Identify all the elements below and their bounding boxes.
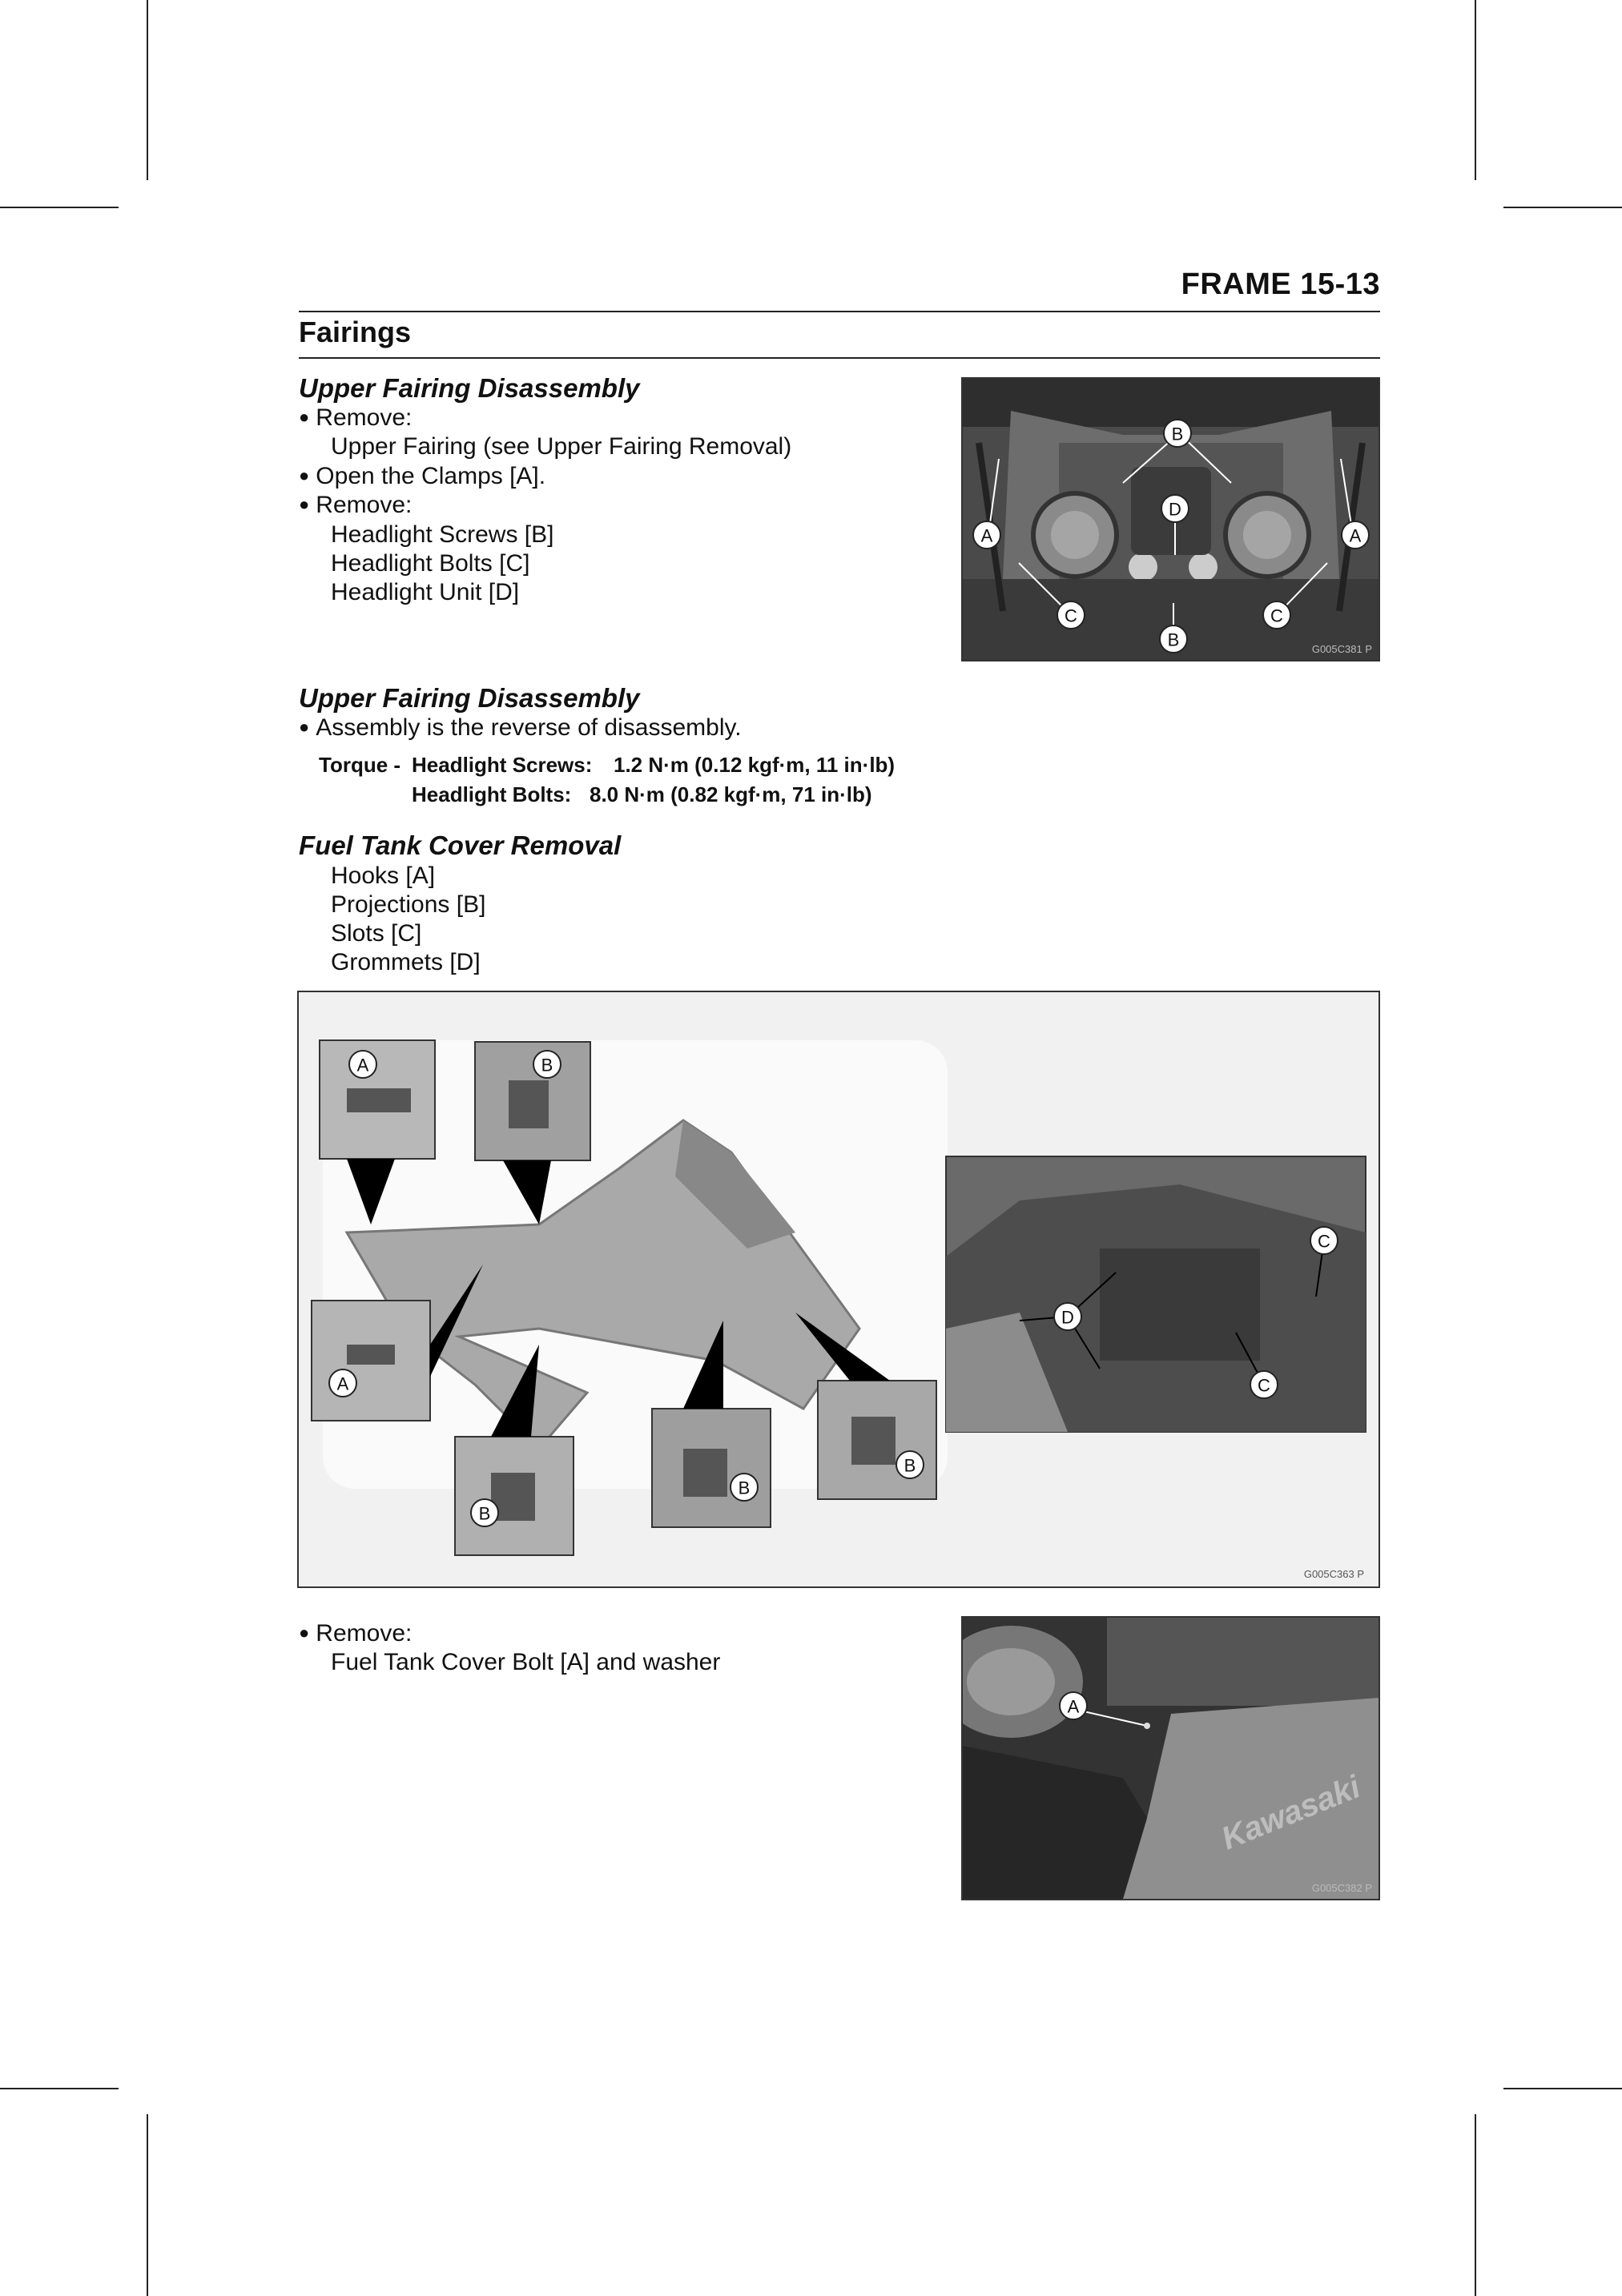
sec1-heading: Upper Fairing Disassembly: [299, 373, 640, 403]
section-rule: [299, 357, 1380, 359]
torque-value: 1.2 N·m (0.12 kgf·m, 11 in·lb): [614, 753, 896, 777]
torque-value: 8.0 N·m (0.82 kgf·m, 71 in·lb): [590, 782, 872, 806]
crop-mark: [1475, 2114, 1476, 2296]
callout-label: C: [1270, 605, 1283, 626]
sec3-line: Projections [B]: [331, 891, 486, 918]
sec4-line: ● Remove:: [299, 1619, 412, 1650]
figure-code: G005C381 P: [1311, 643, 1372, 655]
sec4-line: Fuel Tank Cover Bolt [A] and washer: [331, 1649, 721, 1675]
figure-code: G005C363 P: [1303, 1568, 1364, 1580]
brand-logo-text: Kawasaki: [1216, 1769, 1366, 1857]
callout-label: B: [904, 1455, 916, 1476]
crop-mark: [147, 2114, 148, 2296]
crop-mark: [147, 0, 148, 180]
sec1-line: ● Open the Clamps [A].: [299, 462, 545, 493]
section-title: Fairings: [299, 316, 412, 348]
figure-code: G005C382 P: [1311, 1882, 1372, 1894]
fuel-tank-bolt-photo: [961, 1616, 1380, 1900]
sec2-heading: Upper Fairing Disassembly: [299, 683, 640, 713]
torque-name: Headlight Screws:: [412, 753, 593, 777]
callout-label: B: [1167, 629, 1180, 650]
callout-label: D: [1169, 499, 1181, 520]
sec3-line: Grommets [D]: [331, 949, 481, 975]
crop-mark: [1503, 207, 1622, 208]
header-rule: [299, 311, 1380, 312]
sec1-line: Headlight Screws [B]: [331, 521, 554, 548]
sec1-line: Headlight Unit [D]: [331, 579, 520, 605]
crop-mark: [0, 207, 119, 208]
callout-label: A: [1067, 1696, 1080, 1717]
sec2-line: ● Assembly is the reverse of disassembly.: [299, 714, 742, 744]
sec3-heading: Fuel Tank Cover Removal: [299, 830, 622, 860]
crop-mark: [1475, 0, 1476, 180]
callout-label: A: [336, 1373, 349, 1394]
callout-label: A: [980, 525, 993, 546]
callout-label: A: [1349, 525, 1362, 546]
callout-label: B: [541, 1055, 553, 1076]
sec1-line: ● Remove:: [299, 491, 412, 521]
crop-mark: [1503, 2088, 1622, 2089]
callout-label: B: [738, 1478, 751, 1498]
sec3-line: Hooks [A]: [331, 863, 436, 889]
callout-label: C: [1258, 1375, 1270, 1396]
page-header-frame: FRAME 15-13: [1181, 267, 1380, 301]
sec3-line: Slots [C]: [331, 920, 422, 947]
fuel-tank-cover-figure: [297, 991, 1380, 1588]
callout-label: B: [1171, 424, 1184, 444]
sec1-line: ● Remove:: [299, 404, 412, 434]
callout-label: C: [1065, 605, 1077, 626]
headlight-photo: [961, 377, 1380, 661]
sec1-line: Upper Fairing (see Upper Fairing Removal): [331, 433, 792, 460]
callout-label: B: [478, 1503, 491, 1524]
sec1-line: Headlight Bolts [C]: [331, 550, 530, 577]
torque-label: Torque -: [319, 753, 401, 777]
callout-label: D: [1061, 1307, 1074, 1328]
callout-label: A: [356, 1055, 369, 1076]
crop-mark: [0, 2088, 119, 2089]
torque-name: Headlight Bolts:: [412, 782, 572, 806]
callout-label: C: [1318, 1231, 1330, 1252]
